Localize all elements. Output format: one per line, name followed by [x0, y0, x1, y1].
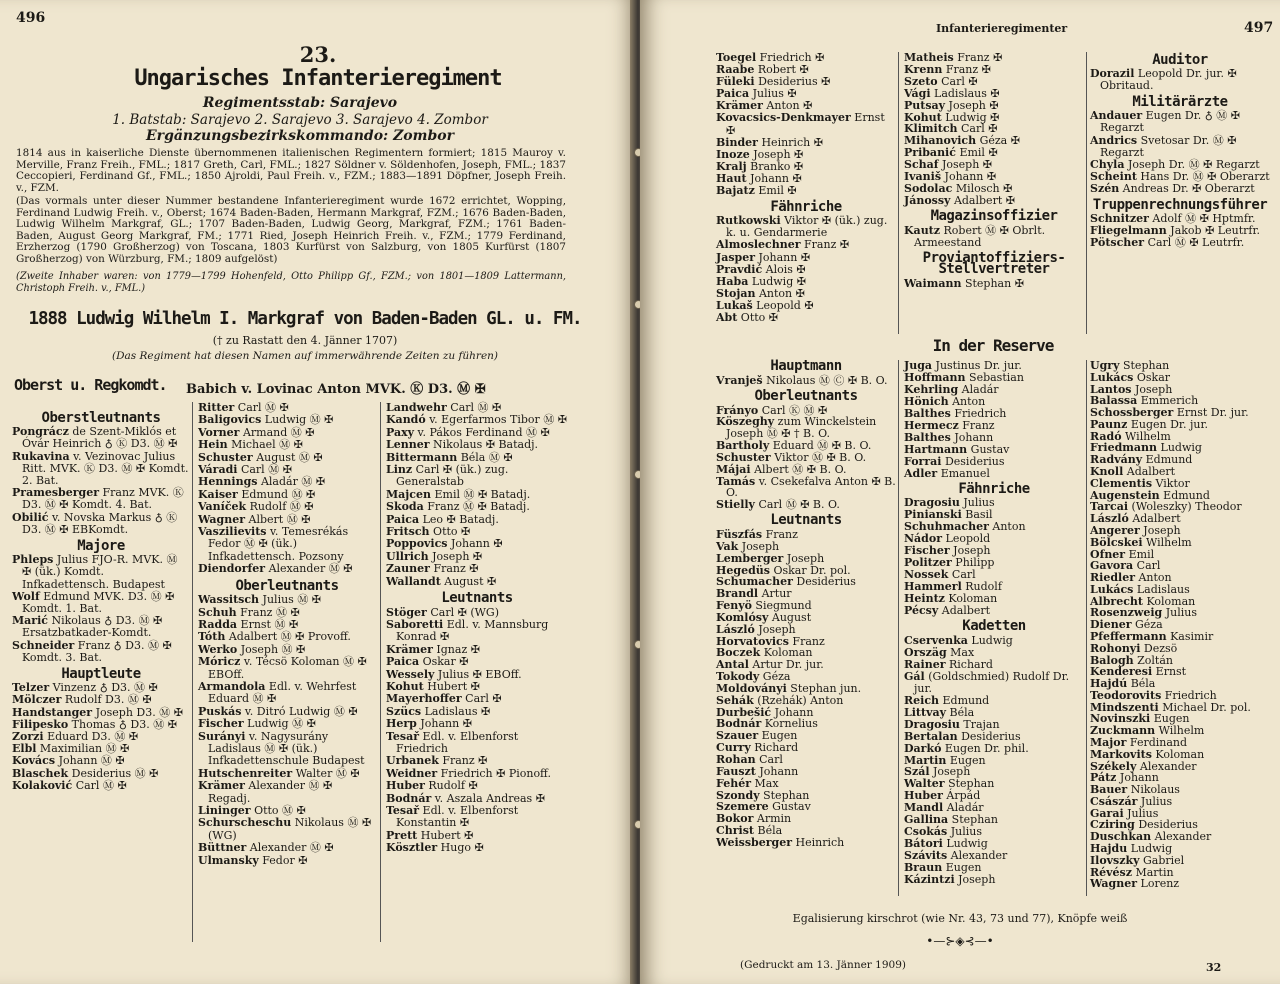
- right-column-3: [1090, 50, 1270, 249]
- ornament-divider: •—⊱◈⊰—•: [926, 934, 994, 948]
- section-heading: Hauptmann: [770, 358, 842, 374]
- officer-entry: Schuster Viktor Ⓜ ✠ B. O.: [716, 450, 867, 464]
- officer-entry: Hennings Aladár Ⓜ ✠: [198, 475, 326, 489]
- officer-entry: Kandó v. Egerfarmos Tibor Ⓜ ✠: [386, 413, 568, 427]
- officer-entry: Balthes Friedrich: [904, 406, 1007, 420]
- officer-entry: Rosenzweig Julius: [1090, 606, 1198, 620]
- officer-entry: Fritsch Otto ✠: [386, 525, 471, 539]
- officer-entry: Kösztler Hugo ✠: [386, 841, 484, 855]
- column-divider: [380, 402, 381, 942]
- section-heading: Militärärzte: [1132, 94, 1228, 111]
- officer-entry: Ritter Carl Ⓜ ✠: [198, 401, 289, 414]
- officer-entry: Huber Rudolf ✠: [386, 779, 478, 793]
- signature-mark: 32: [1206, 961, 1222, 974]
- officer-entry: Scheint Hans Dr. Ⓜ ✠ Oberarzt: [1090, 169, 1270, 183]
- officer-entry: Wagner Albert Ⓜ ✠: [198, 512, 311, 526]
- egalisierung-note: Egalisierung kirschrot (wie Nr. 43, 73 und 77), Knöpfe weiß: [792, 912, 1128, 925]
- officer-entry: Fenyö Siegmund: [716, 599, 812, 613]
- left-column-1: [12, 408, 190, 792]
- officer-entry: Ivaniš Johann ✠: [904, 170, 997, 184]
- officer-entry: Markovits Koloman: [1090, 747, 1205, 761]
- officer-entry: Vranješ Nikolaus Ⓜ Ⓒ ✠ B. O.: [716, 373, 888, 387]
- officer-entry: Tesař Edl. v. Elbenforst Konstantin ✠: [386, 804, 519, 830]
- officer-entry: Pongrácz de Szent-Miklós et Óvár Heinrich ♁ Ⓚ D3. Ⓜ ✠: [12, 425, 178, 451]
- officer-entry: Putsay Joseph ✠: [904, 98, 999, 112]
- officer-entry: Szávits Alexander: [904, 849, 1008, 863]
- officer-entry: Paunz Eugen Dr. jur.: [1090, 417, 1209, 431]
- officer-entry: Angerer Joseph: [1090, 523, 1181, 537]
- section-heading: Magazinsoffizier: [930, 207, 1058, 224]
- history-paragraph-3: (Zweite Inhaber waren: von 1779—1799 Hohenfeld, Otto Philipp Gf., FZM.; von 1801—1809 Lattermann, Christoph Freih. v., FML.): [16, 271, 566, 294]
- page-number-right: 497: [1244, 20, 1274, 36]
- officer-entry: Váradi Carl Ⓜ ✠: [198, 463, 292, 477]
- section-heading: Oberleutnants: [754, 387, 858, 404]
- officer-entry: Mihanovich Géza ✠: [904, 134, 1020, 148]
- officer-entry: Komlósy August: [716, 610, 812, 624]
- officer-entry: Balthes Johann: [904, 430, 994, 444]
- officer-entry: Szücs Ladislaus ✠: [386, 704, 491, 718]
- officer-entry: Teodorovits Friedrich: [1090, 688, 1217, 702]
- officer-entry: Reich Edmund: [904, 693, 990, 707]
- officer-entry: Fischer Joseph: [904, 544, 991, 558]
- section-heading: Leutnants: [770, 512, 842, 529]
- officer-entry: Zorzi Eduard D3. Ⓜ ✠: [12, 730, 139, 744]
- officer-entry: Tóth Adalbert Ⓜ ✠ Provoff.: [198, 630, 351, 644]
- officer-entry: Cservenka Ludwig: [904, 633, 1013, 647]
- left-page: [0, 0, 636, 984]
- officer-entry: Elbl Maximilian Ⓜ ✠: [12, 742, 130, 756]
- left-column-2: [198, 402, 376, 867]
- officer-entry: Bodnár Kornelius: [716, 717, 818, 731]
- officer-entry: Dragosiu Trajan: [904, 717, 1000, 731]
- officer-entry: Andrics Svetosar Dr. Ⓜ ✠ Regarzt: [1090, 133, 1237, 159]
- officer-entry: Wolf Edmund MVK. D3. Ⓜ ✠ Komdt. 1. Bat.: [12, 589, 175, 616]
- history-paragraph-2: (Das vormals unter dieser Nummer bestandene Infanterieregiment wurde 1672 errichtet, Wopping, Ferdinand Ludwig Freih. v., Oberst; 1674 Baden-Baden, Hermann Markgraf, FZM.; 1676 Baden-Baden, Ludwig Wilhelm Markgraf, GL.; 1707 Baden-Baden, Ludwig Georg, Markgraf, FZM.; 1761 Baden-Baden, August Georg Markgraf, FM.; 1771 Ried, Joseph Heinrich Freih. v., FZM.; 1779 Ferdinand, Erzherzog (1790 Großherzog) von Toscana, 1803 Kurfürst von Salzburg, von 1805 Kurfürst (1807 Großherzog) von Würzburg, FM.; 1809 aufgelöst): [16, 195, 566, 265]
- officer-entry: Krämer Alexander Ⓜ ✠ Regadj.: [198, 779, 333, 805]
- reserve-column-3: [1090, 360, 1270, 890]
- page-number-left: 496: [16, 10, 46, 26]
- officer-entry: Weidner Friedrich ✠ Pionoff.: [386, 766, 551, 780]
- officer-entry: Albrecht Koloman: [1090, 594, 1196, 608]
- officer-entry: Kehrling Aladár: [904, 382, 999, 396]
- officer-entry: Fehér Max: [716, 776, 779, 790]
- officer-entry: Diendorfer Alexander Ⓜ ✠: [198, 562, 353, 576]
- officer-entry: Szál Joseph: [904, 765, 971, 779]
- officer-entry: Bölcskei Wilhelm: [1090, 535, 1192, 549]
- officer-entry: Radda Ernst Ⓜ ✠: [198, 617, 299, 631]
- officer-entry: Nádor Leopold: [904, 532, 991, 546]
- officer-entry: Lininger Otto Ⓜ ✠: [198, 804, 306, 817]
- officer-entry: Matheis Franz ✠: [904, 51, 1003, 64]
- section-heading: Majore: [77, 538, 125, 555]
- officer-entry: Krenn Franz ✠: [904, 62, 991, 76]
- officer-entry: Schurscheschu Nikolaus Ⓜ ✠ (WG): [198, 816, 372, 842]
- officer-entry: Paica Julius ✠: [716, 87, 797, 101]
- column-divider: [192, 402, 193, 942]
- officer-entry: Garai Julius: [1090, 806, 1159, 820]
- officer-entry: Wassitsch Julius Ⓜ ✠: [198, 593, 322, 607]
- officer-entry: Csokás Julius: [904, 825, 982, 839]
- officer-entry: Hammerl Rudolf: [904, 580, 1002, 594]
- officer-entry: Hajdu Ludwig: [1090, 842, 1173, 856]
- officer-entry: Hajdú Béla: [1090, 677, 1156, 691]
- officer-entry: László Adalbert: [1090, 512, 1181, 526]
- officer-entry: Augenstein Edmund: [1090, 488, 1210, 502]
- officer-entry: Köszeghy zum Winckelstein Joseph Ⓜ ✠ † B. O.: [716, 415, 877, 441]
- officer-entry: Friedmann Ludwig: [1090, 441, 1202, 455]
- officer-entry: Pécsy Adalbert: [904, 604, 991, 618]
- regiment-title: Ungarisches Infanterieregiment: [134, 66, 502, 91]
- officer-entry: Révész Martin: [1090, 865, 1174, 879]
- officer-entry: Kohut Ludwig ✠: [904, 110, 1000, 124]
- section-heading: Fähnriche: [958, 480, 1030, 497]
- officer-entry: Kohut Hubert ✠: [386, 679, 480, 693]
- officer-entry: Bajatz Emil ✠: [716, 184, 797, 198]
- officer-entry: Kolaković Carl Ⓜ ✠: [12, 778, 127, 792]
- officer-entry: Pötscher Carl Ⓜ ✠ Leutrfr.: [1090, 236, 1245, 250]
- officer-entry: Hoffmann Sebastian: [904, 370, 1024, 384]
- officer-entry: Schuster August Ⓜ ✠: [198, 450, 323, 464]
- reserve-title: In der Reserve: [932, 336, 1054, 355]
- officer-entry: Krämer Anton ✠: [716, 99, 813, 113]
- officer-entry: Pátz Johann: [1090, 771, 1159, 785]
- right-page: [640, 0, 1280, 984]
- officer-entry: Bauer Nikolaus: [1090, 783, 1180, 797]
- reserve-column-1: [716, 357, 896, 849]
- officer-entry: Lenner Nikolaus ✠ Batadj.: [386, 438, 539, 452]
- officer-entry: Lukaš Leopold ✠: [716, 298, 814, 312]
- officer-entry: Bertalan Desiderius: [904, 729, 1021, 743]
- officer-entry: Raabe Robert ✠: [716, 63, 809, 77]
- officer-entry: Rutkowski Viktor ✠ (ük.) zug. k. u. Gendarmerie: [716, 214, 888, 240]
- officer-entry: Lemberger Joseph: [716, 551, 825, 565]
- officer-entry: Móricz v. Técsö Koloman Ⓜ ✠ EBOff.: [198, 655, 367, 681]
- officer-entry: Hartmann Gustav: [904, 442, 1010, 456]
- officer-entry: Clementis Viktor: [1090, 476, 1190, 490]
- officer-entry: Gallina Stephan: [904, 813, 998, 827]
- officer-entry: Füleki Desiderius ✠: [716, 75, 831, 89]
- officer-entry: Mandl Aladár: [904, 801, 984, 815]
- officer-entry: Szauer Eugen: [716, 729, 798, 743]
- column-divider: [1086, 360, 1087, 896]
- officer-entry: Politzer Philipp: [904, 556, 995, 570]
- officer-entry: Brandl Artur: [716, 587, 792, 601]
- officer-entry: Tamás v. Csekefalva Anton ✠ B. O.: [716, 474, 896, 500]
- officer-entry: Christ Béla: [716, 824, 783, 838]
- officer-entry: Juga Justinus Dr. jur.: [904, 359, 1022, 372]
- officer-entry: Surányi v. Nagysurány Ladislaus Ⓜ ✠ (ük.) Infkadettenschule Budapest: [198, 729, 365, 768]
- officer-entry: Binder Heinrich ✠: [716, 135, 823, 149]
- officer-entry: Stielly Carl Ⓜ ✠ B. O.: [716, 498, 840, 512]
- officer-entry: Ulmansky Fedor ✠: [198, 853, 308, 867]
- officer-entry: Novinszki Eugen: [1090, 712, 1190, 726]
- officer-entry: Sodolac Milosch ✠: [904, 181, 1013, 195]
- officer-entry: Baligovics Ludwig Ⓜ ✠: [198, 413, 334, 427]
- officer-entry: Kautz Robert Ⓜ ✠ Obrlt. Armeestand: [904, 223, 1046, 249]
- officer-entry: Mölczer Rudolf D3. Ⓜ ✠: [12, 693, 152, 707]
- officer-entry: Saboretti Edl. v. Mannsburg Konrad ✠: [386, 617, 549, 644]
- officer-entry: Pribanić Emil ✠: [904, 146, 998, 160]
- officer-entry: Curry Richard: [716, 741, 799, 755]
- officer-entry: Riedler Anton: [1090, 571, 1172, 585]
- section-heading: Leutnants: [441, 590, 513, 607]
- officer-entry: Balassa Emmerich: [1090, 394, 1199, 408]
- officer-entry: Almoslechner Franz ✠: [716, 238, 850, 252]
- officer-entry: Filipesko Thomas ♁ D3. Ⓜ ✠: [12, 717, 177, 731]
- officer-entry: Antal Artur Dr. jur.: [716, 658, 824, 672]
- officer-entry: Tarcai (Woleszky) Theodor: [1090, 500, 1242, 514]
- officer-entry: Ilovszky Gabriel: [1090, 853, 1185, 867]
- officer-entry: Vági Ladislaus ✠: [904, 86, 1000, 100]
- officer-entry: Haut Johann ✠: [716, 171, 802, 185]
- officer-entry: Bátori Ludwig: [904, 837, 988, 851]
- officer-entry: Császár Julius: [1090, 794, 1173, 808]
- column-divider: [1086, 52, 1087, 334]
- officer-entry: Hein Michael Ⓜ ✠: [198, 438, 303, 452]
- officer-entry: Hermecz Franz: [904, 418, 995, 432]
- officer-entry: Weissberger Heinrich: [716, 835, 845, 849]
- officer-entry: Herp Johann ✠: [386, 717, 472, 731]
- officer-entry: Vaníček Rudolf Ⓜ ✠: [198, 500, 314, 514]
- officer-entry: Balogh Zoltán: [1090, 653, 1173, 667]
- officer-entry: Schneider Franz ♁ D3. Ⓜ ✠ Komdt. 3. Bat.: [12, 638, 172, 664]
- officer-entry: Fauszt Johann: [716, 764, 799, 778]
- officer-entry: Szeto Carl ✠: [904, 74, 978, 88]
- officer-entry: Duschkan Alexander: [1090, 830, 1212, 844]
- officer-entry: Heintz Koloman: [904, 592, 998, 606]
- left-column-3: [386, 402, 568, 855]
- officer-entry: Pfeffermann Kasimir: [1090, 629, 1214, 643]
- column-divider: [898, 52, 899, 334]
- officer-entry: Bokor Armin: [716, 812, 792, 826]
- officer-entry: Littvay Béla: [904, 705, 975, 719]
- officer-entry: Szemere Gustav: [716, 800, 811, 814]
- officer-entry: Dorazil Leopold Dr. jur. ✠ Obritaud.: [1090, 67, 1237, 93]
- officer-entry: Boczek Koloman: [716, 646, 813, 660]
- officer-entry: Jasper Johann ✠: [716, 250, 811, 264]
- officer-entry: Stojan Anton ✠: [716, 286, 805, 300]
- regimentsstab: Regimentsstab: Sarajevo: [202, 95, 398, 111]
- officer-entry: Büttner Alexander Ⓜ ✠: [198, 841, 334, 855]
- officer-entry: Tokody Géza: [716, 670, 791, 684]
- right-column-2: [904, 52, 1084, 290]
- officer-entry: Darkó Eugen Dr. phil.: [904, 741, 1029, 755]
- officer-entry: Vaszilievits v. Temesrékás Fedor Ⓜ ✠ (ük.) Infkadettensch. Pozsony: [198, 525, 349, 563]
- running-head: Infanterieregimenter: [936, 22, 1068, 35]
- officer-entry: Ullrich Joseph ✠: [386, 549, 483, 563]
- officer-entry: Radó Wilhelm: [1090, 429, 1171, 443]
- officer-entry: Kázintzi Joseph: [904, 873, 996, 887]
- officer-entry: Hutschenreiter Walter Ⓜ ✠: [198, 766, 360, 780]
- officer-entry: Paxy v. Pákos Ferdinand Ⓜ ✠: [386, 425, 550, 439]
- officer-entry: Haba Ludwig ✠: [716, 274, 806, 288]
- officer-entry: Walter Stephan: [904, 777, 995, 791]
- officer-entry: Szondy Stephan: [716, 788, 810, 802]
- inhaber-note-2: (Das Regiment hat diesen Namen auf immerwährende Zeiten zu führen): [111, 350, 499, 362]
- officer-entry: Werko Joseph Ⓜ ✠: [198, 642, 306, 656]
- officer-entry: Fliegelmann Jakob ✠ Leutrfr.: [1090, 224, 1260, 238]
- officer-entry: Tesař Edl. v. Elbenforst Friedrich: [386, 729, 519, 755]
- history-paragraph: 1814 aus in kaiserliche Dienste übernommenen italienischen Regimentern formiert; 1815 Mauroy v. Merville, Franz Freih., FML.; 1817 Greth, Carl, FML.; 1827 Söldner v. Söldenhofen, Joseph, FML.; 1837 Ceccopieri, Ferdinand Gf., FML.; 1850 Ajroldi, Paul Freih. v., FZM.; 1883—1891 Döpfner, Joseph Freih. v., FZM.: [16, 147, 566, 194]
- officer-entry: Waimann Stephan ✠: [904, 277, 1024, 291]
- officer-entry: Mindszenti Michael Dr. pol.: [1090, 700, 1251, 714]
- officer-entry: Linz Carl ✠ (ük.) zug. Generalstab: [386, 463, 509, 489]
- officer-entry: Májai Albert Ⓜ ✠ B. O.: [716, 462, 847, 476]
- printing-date: (Gedruckt am 13. Jänner 1909): [740, 959, 906, 971]
- officer-entry: Pravdić Alois ✠: [716, 262, 806, 276]
- officer-entry: Horvatovics Franz: [716, 634, 825, 648]
- officer-entry: Paica Oskar ✠: [386, 655, 469, 669]
- officer-entry: Rainer Richard: [904, 657, 993, 671]
- inhaber-heading: 1888 Ludwig Wilhelm I. Markgraf von Baden-Baden GL. u. FM.: [28, 309, 582, 329]
- officer-entry: Armandola Edl. v. Wehrfest Eduard Ⓜ ✠: [198, 679, 357, 706]
- officer-entry: Huber Árpád: [904, 789, 981, 803]
- officer-entry: Kaiser Edmund Ⓜ ✠: [198, 487, 316, 501]
- officer-entry: Wagner Lorenz: [1090, 877, 1180, 891]
- officer-entry: Jánossy Adalbert ✠: [904, 193, 1015, 207]
- officer-entry: Lukács Ladislaus: [1090, 582, 1190, 596]
- officer-entry: Toegel Friedrich ✠: [716, 51, 825, 64]
- officer-entry: Hönich Anton: [904, 394, 986, 408]
- officer-entry: Martin Eugen: [904, 753, 986, 767]
- officer-entry: Schnitzer Adolf Ⓜ ✠ Hptmfr.: [1090, 212, 1256, 226]
- officer-entry: Schuhmacher Anton: [904, 520, 1026, 534]
- officer-entry: Bodnár v. Aszala Andreas ✠: [386, 791, 545, 805]
- oberst-label: Oberst u. Regkomdt.: [14, 376, 167, 394]
- section-heading: Auditor: [1152, 52, 1208, 68]
- officer-entry: Ugry Stephan: [1090, 359, 1170, 372]
- officer-entry: Inoze Joseph ✠: [716, 147, 804, 161]
- officer-entry: Adler Emanuel: [904, 466, 990, 480]
- officer-entry: Lukács Oskar: [1090, 370, 1171, 384]
- officer-entry: Pramesberger Franz MVK. Ⓚ D3. Ⓜ ✠ Komdt. 4. Bat.: [12, 486, 184, 512]
- officer-entry: Szén Andreas Dr. ✠ Oberarzt: [1090, 181, 1255, 195]
- right-column-1: [716, 52, 896, 324]
- officer-entry: Schuh Franz Ⓜ ✠: [198, 605, 300, 619]
- officer-entry: Füszfás Franz: [716, 527, 798, 541]
- section-heading: Proviantoffiziers-Stellvertreter: [922, 249, 1066, 278]
- officer-entry: Obilić v. Novska Markus ♁ Ⓚ D3. Ⓜ ✠ EBKomdt.: [12, 510, 178, 536]
- officer-entry: Forrai Desiderius: [904, 454, 1005, 468]
- regiment-number: 23.: [299, 42, 337, 67]
- officer-entry: Andauer Eugen Dr. ♁ Ⓜ ✠ Regarzt: [1090, 109, 1241, 135]
- inhaber-note: († zu Rastatt den 4. Jänner 1707): [212, 334, 398, 347]
- officer-entry: Cziring Desiderius: [1090, 818, 1198, 832]
- officer-entry: Kovács Johann Ⓜ ✠: [12, 754, 125, 768]
- officer-entry: Paica Leo ✠ Batadj.: [386, 512, 499, 526]
- officer-entry: Gál (Goldschmied) Rudolf Dr. jur.: [904, 669, 1070, 695]
- officer-entry: Schaf Joseph ✠: [904, 158, 993, 172]
- officer-entry: Fischer Ludwig Ⓜ ✠: [198, 717, 316, 731]
- officer-entry: Phleps Julius FJO-R. MVK. Ⓜ ✠ (ük.) Komdt. Infkadettensch. Budapest: [12, 553, 178, 591]
- officer-entry: Vak Joseph: [716, 539, 780, 553]
- officer-entry: Kralj Branko ✠: [716, 159, 804, 173]
- officer-entry: Schumacher Desiderius: [716, 575, 856, 589]
- officer-entry: Major Ferdinand: [1090, 736, 1188, 749]
- officer-entry: Sehák (Rzehák) Anton: [716, 693, 844, 707]
- section-heading: Hauptleute: [61, 666, 141, 683]
- officer-entry: Moldoványi Stephan jun.: [716, 681, 862, 695]
- officer-entry: Bittermann Béla Ⓜ ✠: [386, 450, 513, 464]
- officer-entry: Urbanek Franz ✠: [386, 754, 488, 768]
- officer-entry: Diener Géza: [1090, 618, 1163, 632]
- section-heading: Oberleutnants: [235, 577, 339, 594]
- officer-entry: Stöger Carl ✠ (WG): [386, 605, 499, 619]
- officer-entry: Gavora Carl: [1090, 559, 1161, 573]
- officer-entry: Hegedüs Oskar Dr. pol.: [716, 563, 851, 577]
- officer-entry: Zauner Franz ✠: [386, 562, 479, 576]
- officer-entry: Székely Alexander: [1090, 759, 1197, 773]
- officer-entry: Klimitch Carl ✠: [904, 122, 998, 136]
- officer-entry: Prett Hubert ✠: [386, 828, 474, 842]
- officer-entry: Pinianski Basil: [904, 508, 993, 522]
- officer-entry: Frányo Carl Ⓚ Ⓜ ✠: [716, 403, 828, 417]
- officer-entry: Nossek Carl: [904, 568, 976, 582]
- officer-entry: Poppovics Johann ✠: [386, 537, 503, 551]
- officer-entry: Kovacsics-Denkmayer Ernst ✠: [716, 111, 885, 137]
- officer-entry: Skoda Franz Ⓜ ✠ Batadj.: [386, 500, 530, 514]
- officer-entry: Handstanger Joseph D3. Ⓜ ✠: [12, 705, 183, 719]
- section-heading: Oberstleutnants: [41, 410, 161, 426]
- officer-entry: Lantos Joseph: [1090, 382, 1173, 396]
- section-heading: Fähnriche: [770, 199, 842, 216]
- officer-entry: Knoll Adalbert: [1090, 465, 1176, 479]
- officer-entry: Radvány Edmund: [1090, 453, 1193, 467]
- officer-entry: Vorner Armand Ⓜ ✠: [198, 425, 315, 439]
- officer-entry: Braun Eugen: [904, 861, 982, 875]
- officer-entry: Kenderesi Ernst: [1090, 665, 1187, 679]
- officer-entry: Marić Nikolaus ♁ D3. Ⓜ ✠ Ersatzbatkader-Komdt.: [12, 614, 163, 640]
- officer-entry: Schossberger Ernst Dr. jur.: [1090, 406, 1249, 420]
- officer-entry: Majcen Emil Ⓜ ✠ Batadj.: [386, 487, 531, 501]
- officer-entry: Zuckmann Wilhelm: [1090, 724, 1205, 738]
- officer-entry: Krämer Ignaz ✠: [386, 642, 480, 656]
- officer-entry: Mayerhoffer Carl ✠: [386, 692, 502, 706]
- officer-entry: Dragosiu Julius: [904, 496, 995, 510]
- officer-entry: Bartholy Eduard Ⓜ ✠ B. O.: [716, 439, 872, 453]
- column-divider: [898, 360, 899, 896]
- officer-entry: Abt Otto ✠: [716, 310, 779, 324]
- officer-entry: Rohonyi Dezsö: [1090, 641, 1178, 655]
- officer-entry: Chyla Joseph Dr. Ⓜ ✠ Regarzt: [1090, 157, 1260, 171]
- section-heading: Truppenrechnungsführer: [1092, 197, 1268, 214]
- officer-entry: Puskás v. Ditró Ludwig Ⓜ ✠: [198, 704, 358, 718]
- officer-entry: László Joseph: [716, 622, 796, 636]
- reserve-column-2: [904, 360, 1084, 886]
- officer-entry: Rukavina v. Vezinovac Julius Ritt. MVK. Ⓚ D3. Ⓜ ✠ Komdt. 2. Bat.: [12, 449, 189, 488]
- officer-entry: Landwehr Carl Ⓜ ✠: [386, 401, 502, 414]
- officer-entry: Rohan Carl: [716, 753, 783, 766]
- officer-entry: Blaschek Desiderius Ⓜ ✠: [12, 766, 159, 780]
- officer-entry: Telzer Vinzenz ♁ D3. Ⓜ ✠: [12, 681, 158, 695]
- officer-entry: Durbešić Johann: [716, 705, 814, 719]
- officer-entry: Orszäg Max: [904, 645, 975, 659]
- batstab: 1. Batstab: Sarajevo 2. Sarajevo 3. Sarajevo 4. Zombor: [112, 112, 488, 128]
- officer-entry: Wessely Julius ✠ EBOff.: [386, 667, 522, 681]
- oberst-name: Babich v. Lovinac Anton MVK. Ⓚ D3. Ⓜ ✠: [186, 382, 486, 397]
- section-heading: Kadetten: [962, 618, 1026, 635]
- officer-entry: Ofner Emil: [1090, 547, 1155, 561]
- ergaenzungsbezirk: Ergänzungsbezirkskommando: Zombor: [146, 128, 454, 144]
- officer-entry: Wallandt August ✠: [386, 574, 497, 588]
